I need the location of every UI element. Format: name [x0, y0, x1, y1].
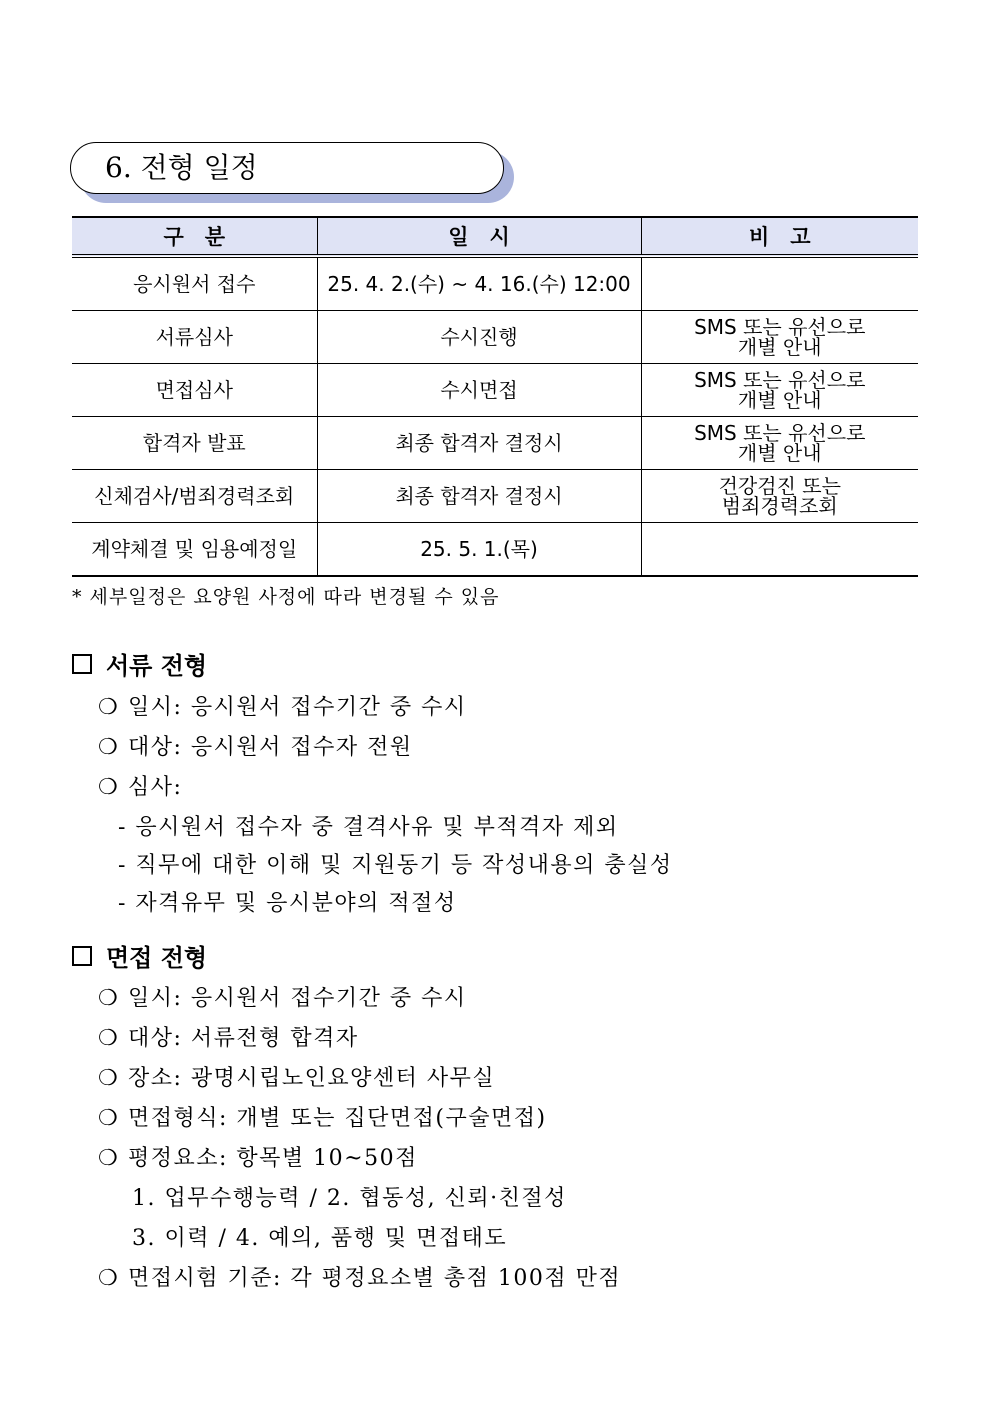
list-item-text: 대상: 응시원서 접수자 전원	[128, 735, 413, 760]
cell-note	[641, 523, 918, 577]
cell-date: 수시진행	[317, 311, 641, 364]
list-item-text: 장소: 광명시립노인요양센터 사무실	[128, 1066, 496, 1091]
section-document-screening	[72, 646, 207, 681]
header-date: 일 시	[317, 217, 641, 256]
table-row	[72, 364, 918, 417]
cell-category: 합격자 발표	[72, 417, 317, 470]
list-item	[98, 1021, 359, 1052]
list-item-text: 평정요소: 항목별 10~50점	[128, 1146, 418, 1171]
note-line2: 개별 안내	[737, 388, 822, 412]
list-item	[98, 1101, 547, 1132]
circle-bullet-icon: ❍	[98, 1146, 120, 1171]
cell-date: 최종 합격자 결정시	[317, 417, 641, 470]
section-title: 면접 전형	[106, 943, 208, 972]
note-line1: SMS 또는 유선으로	[694, 315, 866, 339]
section-interview-screening	[72, 938, 207, 973]
circle-bullet-icon: ❍	[98, 1026, 120, 1051]
header-note: 비 고	[641, 217, 918, 256]
table-row	[72, 470, 918, 523]
cell-date: 수시면접	[317, 364, 641, 417]
cell-category: 계약체결 및 임용예정일	[72, 523, 317, 577]
list-item-text: 면접시험 기준: 각 평정요소별 총점 100점 만점	[128, 1266, 622, 1291]
circle-bullet-icon: ❍	[98, 1106, 120, 1131]
note-line2: 범죄경력조회	[721, 494, 838, 518]
note-line1: SMS 또는 유선으로	[694, 421, 866, 445]
list-item-text: 면접형식: 개별 또는 집단면접(구술면접)	[128, 1106, 547, 1131]
circle-bullet-icon: ❍	[98, 735, 120, 760]
circle-bullet-icon: ❍	[98, 986, 120, 1011]
note-line1: 건강검진 또는	[718, 474, 841, 498]
circle-bullet-icon: ❍	[98, 775, 120, 800]
cell-category: 서류심사	[72, 311, 317, 364]
table-row	[72, 417, 918, 470]
checkbox-icon	[72, 946, 92, 966]
list-item	[98, 730, 413, 761]
section-title: 서류 전형	[106, 651, 208, 680]
cell-note	[641, 417, 918, 470]
list-item	[98, 1061, 495, 1092]
header-category: 구 분	[72, 217, 317, 256]
circle-bullet-icon: ❍	[98, 695, 120, 720]
note-line2: 개별 안내	[737, 335, 822, 359]
table-footnote: * 세부일정은 요양원 사정에 따라 변경될 수 있음	[72, 586, 500, 608]
cell-note	[641, 311, 918, 364]
sub-list-item: - 응시원서 접수자 중 결격사유 및 부적격자 제외	[118, 815, 619, 840]
sub-list-item: - 자격유무 및 응시분야의 적절성	[118, 891, 457, 916]
page-title: 6. 전형 일정	[70, 142, 504, 194]
table-row	[72, 523, 918, 577]
checkbox-icon	[72, 654, 92, 674]
list-item-text: 심사:	[128, 775, 183, 800]
table-row	[72, 311, 918, 364]
list-item-text: 대상: 서류전형 합격자	[128, 1026, 359, 1051]
list-item	[98, 981, 467, 1012]
note-line2: 개별 안내	[737, 441, 822, 465]
sub-list-item: - 직무에 대한 이해 및 지원동기 등 작성내용의 충실성	[118, 853, 673, 878]
table-row	[72, 256, 918, 311]
title-box	[70, 142, 516, 204]
cell-note	[641, 364, 918, 417]
cell-date: 25. 5. 1.(목)	[317, 523, 641, 577]
criteria-line: 3. 이력 / 4. 예의, 품행 및 면접태도	[132, 1226, 508, 1251]
table-header-row	[72, 217, 918, 256]
schedule-table	[72, 216, 918, 577]
cell-category: 면접심사	[72, 364, 317, 417]
circle-bullet-icon: ❍	[98, 1266, 120, 1291]
list-item-text: 일시: 응시원서 접수기간 중 수시	[128, 695, 467, 720]
cell-note	[641, 470, 918, 523]
cell-category: 신체검사/범죄경력조회	[72, 470, 317, 523]
cell-date: 최종 합격자 결정시	[317, 470, 641, 523]
list-item	[98, 690, 467, 721]
cell-date: 25. 4. 2.(수) ~ 4. 16.(수) 12:00	[317, 256, 641, 311]
list-item	[98, 770, 182, 801]
circle-bullet-icon: ❍	[98, 1066, 120, 1091]
list-item	[98, 1261, 621, 1292]
note-line1: SMS 또는 유선으로	[694, 368, 866, 392]
cell-category: 응시원서 접수	[72, 256, 317, 311]
list-item	[98, 1141, 418, 1172]
criteria-line: 1. 업무수행능력 / 2. 협동성, 신뢰·친절성	[132, 1186, 567, 1211]
list-item-text: 일시: 응시원서 접수기간 중 수시	[128, 986, 467, 1011]
cell-note	[641, 256, 918, 311]
